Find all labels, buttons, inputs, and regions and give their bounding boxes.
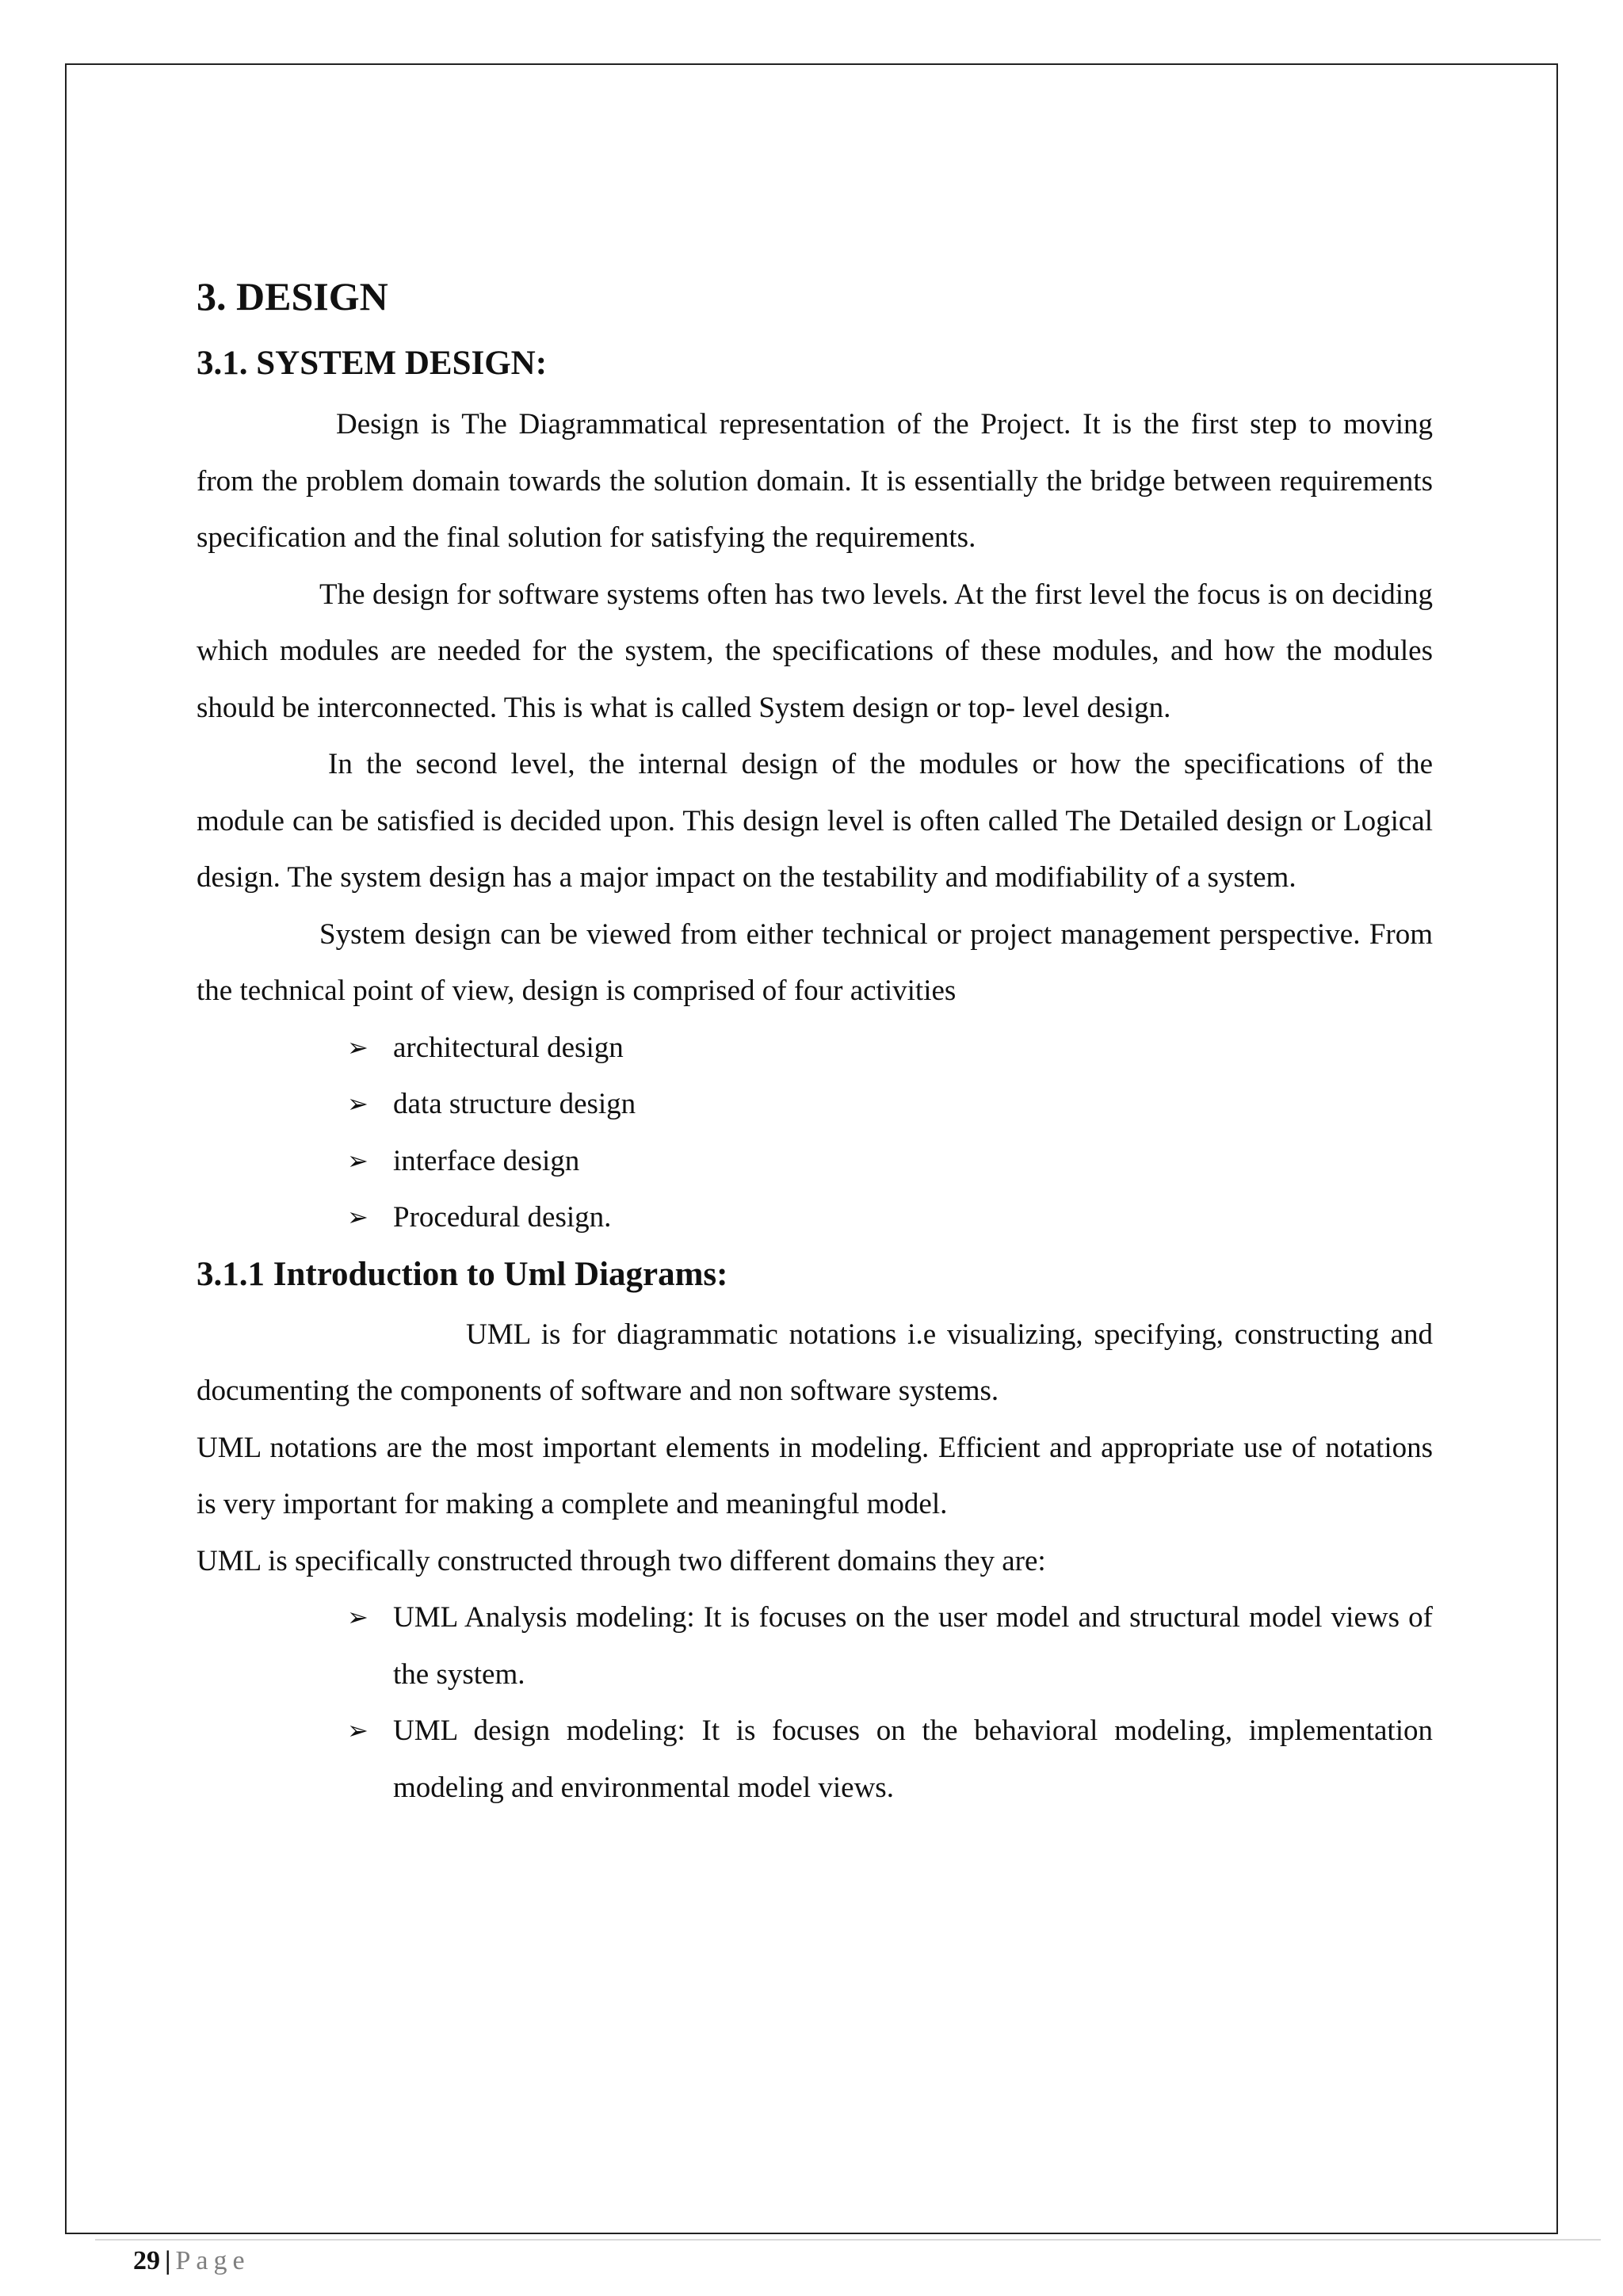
arrow-bullet-icon: ➢ bbox=[347, 1089, 369, 1119]
paragraph-two-levels: The design for software systems often has two levels. At the first level the focus is on deciding which modules are needed for the system, the specifications of these modules, and how the modules should be interconnected. This is what is called System design or top- level design. bbox=[197, 578, 1433, 724]
subsection-title: 3.1.1 Introduction to Uml Diagrams: bbox=[197, 1255, 728, 1293]
arrow-bullet-icon: ➢ bbox=[347, 1202, 369, 1232]
arrow-bullet-icon: ➢ bbox=[347, 1032, 369, 1062]
list-item: ➢ interface design bbox=[347, 1133, 1433, 1190]
arrow-bullet-icon: ➢ bbox=[347, 1145, 369, 1176]
page-number: 29 bbox=[133, 2246, 160, 2275]
activities-list bbox=[197, 1020, 1433, 1246]
list-item: ➢ UML Analysis modeling: It is focuses on the user model and structural model views of the system. bbox=[347, 1589, 1433, 1703]
arrow-bullet-icon: ➢ bbox=[347, 1602, 369, 1632]
list-item: ➢ UML design modeling: It is focuses on the behavioral modeling, implementation modeling and environmental model views. bbox=[347, 1703, 1433, 1816]
domains-list bbox=[197, 1589, 1433, 1816]
arrow-bullet-icon: ➢ bbox=[347, 1715, 369, 1745]
list-item: ➢ Procedural design. bbox=[347, 1189, 1433, 1246]
footer-divider bbox=[95, 2239, 1601, 2241]
paragraph-system-design-view: System design can be viewed from either technical or project management perspective. From the technical point of view, design is comprised of four activities bbox=[197, 917, 1433, 1007]
chapter-title: 3. DESIGN bbox=[197, 274, 388, 318]
paragraph-second-level: In the second level, the internal design of the modules or how the specifications of the module can be satisfied is decided upon. This design level is often called The Detailed design or Logical design. The system design has a major impact on the testability and modifiability of a system. bbox=[197, 748, 1433, 894]
list-item: ➢ architectural design bbox=[347, 1020, 1433, 1077]
paragraph-uml-notations: UML notations are the most important elements in modeling. Efficient and appropriate use of notations is very important for making a complete and meaningful model. bbox=[197, 1431, 1433, 1520]
document-content bbox=[197, 268, 1433, 1816]
paragraph-design-definition: Design is The Diagrammatical representation of the Project. It is the first step to moving from the problem domain towards the solution domain. It is essentially the bridge between requirements specification and the final solution for satisfying the requirements. bbox=[197, 408, 1433, 554]
list-item: ➢ data structure design bbox=[347, 1076, 1433, 1133]
footer-separator: | bbox=[165, 2246, 171, 2275]
paragraph-uml-domains: UML is specifically constructed through two different domains they are: bbox=[197, 1544, 1046, 1577]
section-title: 3.1. SYSTEM DESIGN: bbox=[197, 345, 548, 382]
paragraph-uml-definition: UML is for diagrammatic notations i.e visualizing, specifying, constructing and documenting the components of software and non software systems. bbox=[197, 1318, 1433, 1407]
page-footer bbox=[133, 2242, 250, 2280]
page-label: Page bbox=[175, 2246, 250, 2275]
